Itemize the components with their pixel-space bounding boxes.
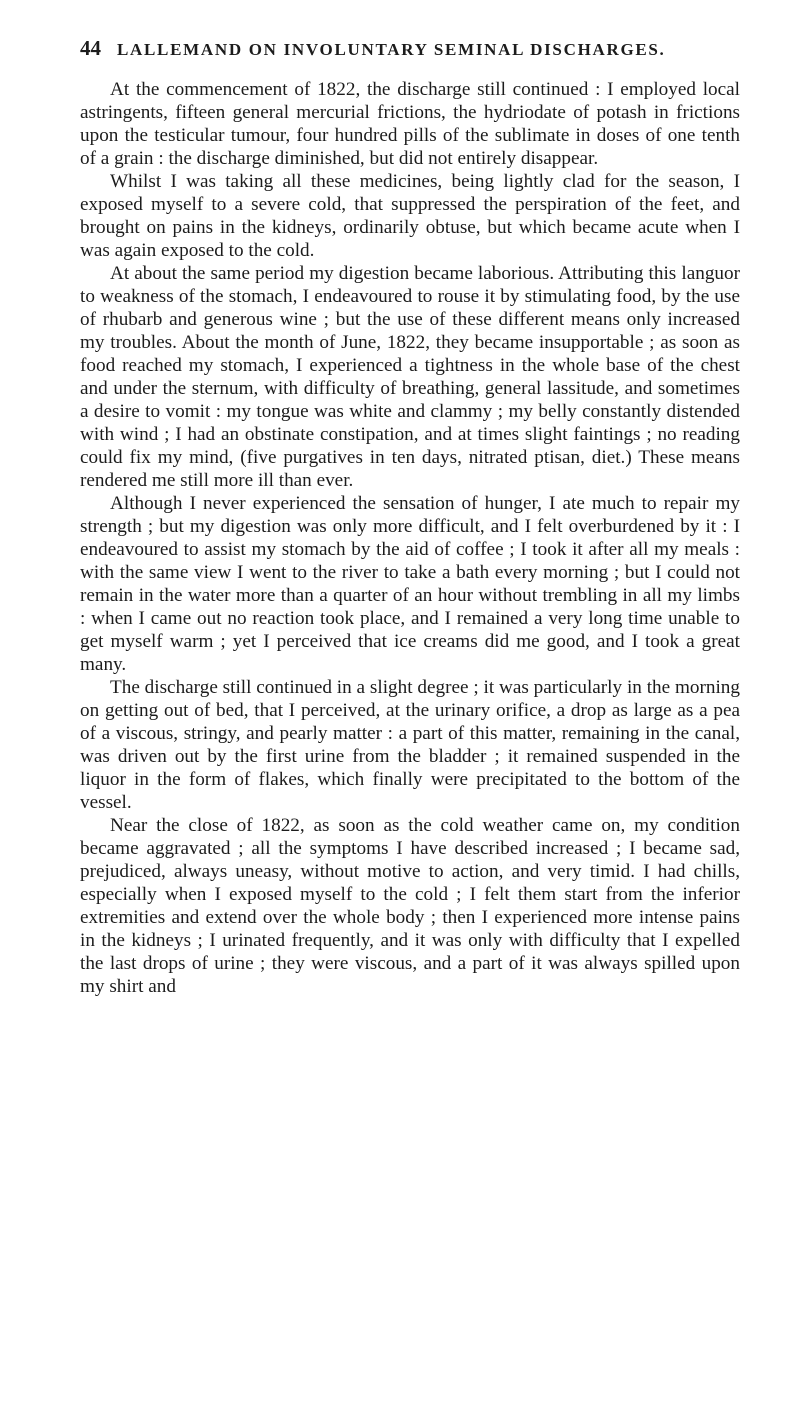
page-number: 44 <box>80 36 101 60</box>
paragraph: The discharge still continued in a slight degree ; it was particularly in the morning on getting out of bed, that I perceived, at the urinary orifice, a drop as large as a pea of a viscous, stringy, and pearly matter : a part of this matter, remaining in the canal, was driven out by the first urine from the bladder ; it remained suspended in the liquor in the form of flakes, which finally were precipitated to the bottom of the vessel. <box>80 677 740 813</box>
paragraph: Whilst I was taking all these medicines, being lightly clad for the season, I exposed myself to a severe cold, that suppressed the perspiration of the feet, and brought on pains in the kidneys, ordinarily obtuse, but which became acute when I was again exposed to the cold. <box>80 171 740 261</box>
paragraph: At about the same period my digestion became laborious. Attributing this languor to weakness of the stomach, I endeavoured to rouse it by stimulating food, by the use of rhubarb and generous wine ; but the use of these different means only increased my troubles. About the month of June, 1822, they became insupportable ; as soon as food reached my stomach, I experienced a tightness in the whole base of the chest and under the sternum, with difficulty of breathing, general lassitude, and sometimes a desire to vomit : my tongue was white and clammy ; my belly constantly distended with wind ; I had an obstinate constipation, and at times slight faintings ; no reading could fix my mind, (five purgatives in ten days, nitrated ptisan, diet.) These means rendered me still more ill than ever. <box>80 263 740 491</box>
body-text <box>80 78 740 998</box>
paragraph: At the commencement of 1822, the discharge still continued : I employed local astringents, fifteen general mercurial frictions, the hydriodate of potash in frictions upon the testicular tumour, four hundred pills of the sublimate in doses of one tenth of a grain : the discharge diminished, but did not entirely disappear. <box>80 79 740 169</box>
paragraph: Near the close of 1822, as soon as the cold weather came on, my condition became aggravated ; all the symptoms I have described increased ; I became sad, prejudiced, always uneasy, without motive to action, and very timid. I had chills, especially when I exposed myself to the cold ; I felt them start from the inferior extremities and extend over the whole body ; then I experienced more intense pains in the kidneys ; I urinated frequently, and it was only with difficulty that I expelled the last drops of urine ; they were viscous, and a part of it was always spilled upon my shirt and <box>80 815 740 997</box>
running-head <box>80 36 740 61</box>
paragraph: Although I never experienced the sensation of hunger, I ate much to repair my strength ; but my digestion was only more difficult, and I felt overburdened by it : I endeavoured to assist my stomach by the aid of coffee ; I took it after all my meals : with the same view I went to the river to take a bath every morning ; but I could not remain in the water more than a quarter of an hour without trembling in all my limbs : when I came out no reaction took place, and I remained a very long time unable to get myself warm ; yet I perceived that ice creams did me good, and I took a great many. <box>80 493 740 675</box>
running-title: LALLEMAND ON INVOLUNTARY SEMINAL DISCHARGES. <box>117 40 666 59</box>
